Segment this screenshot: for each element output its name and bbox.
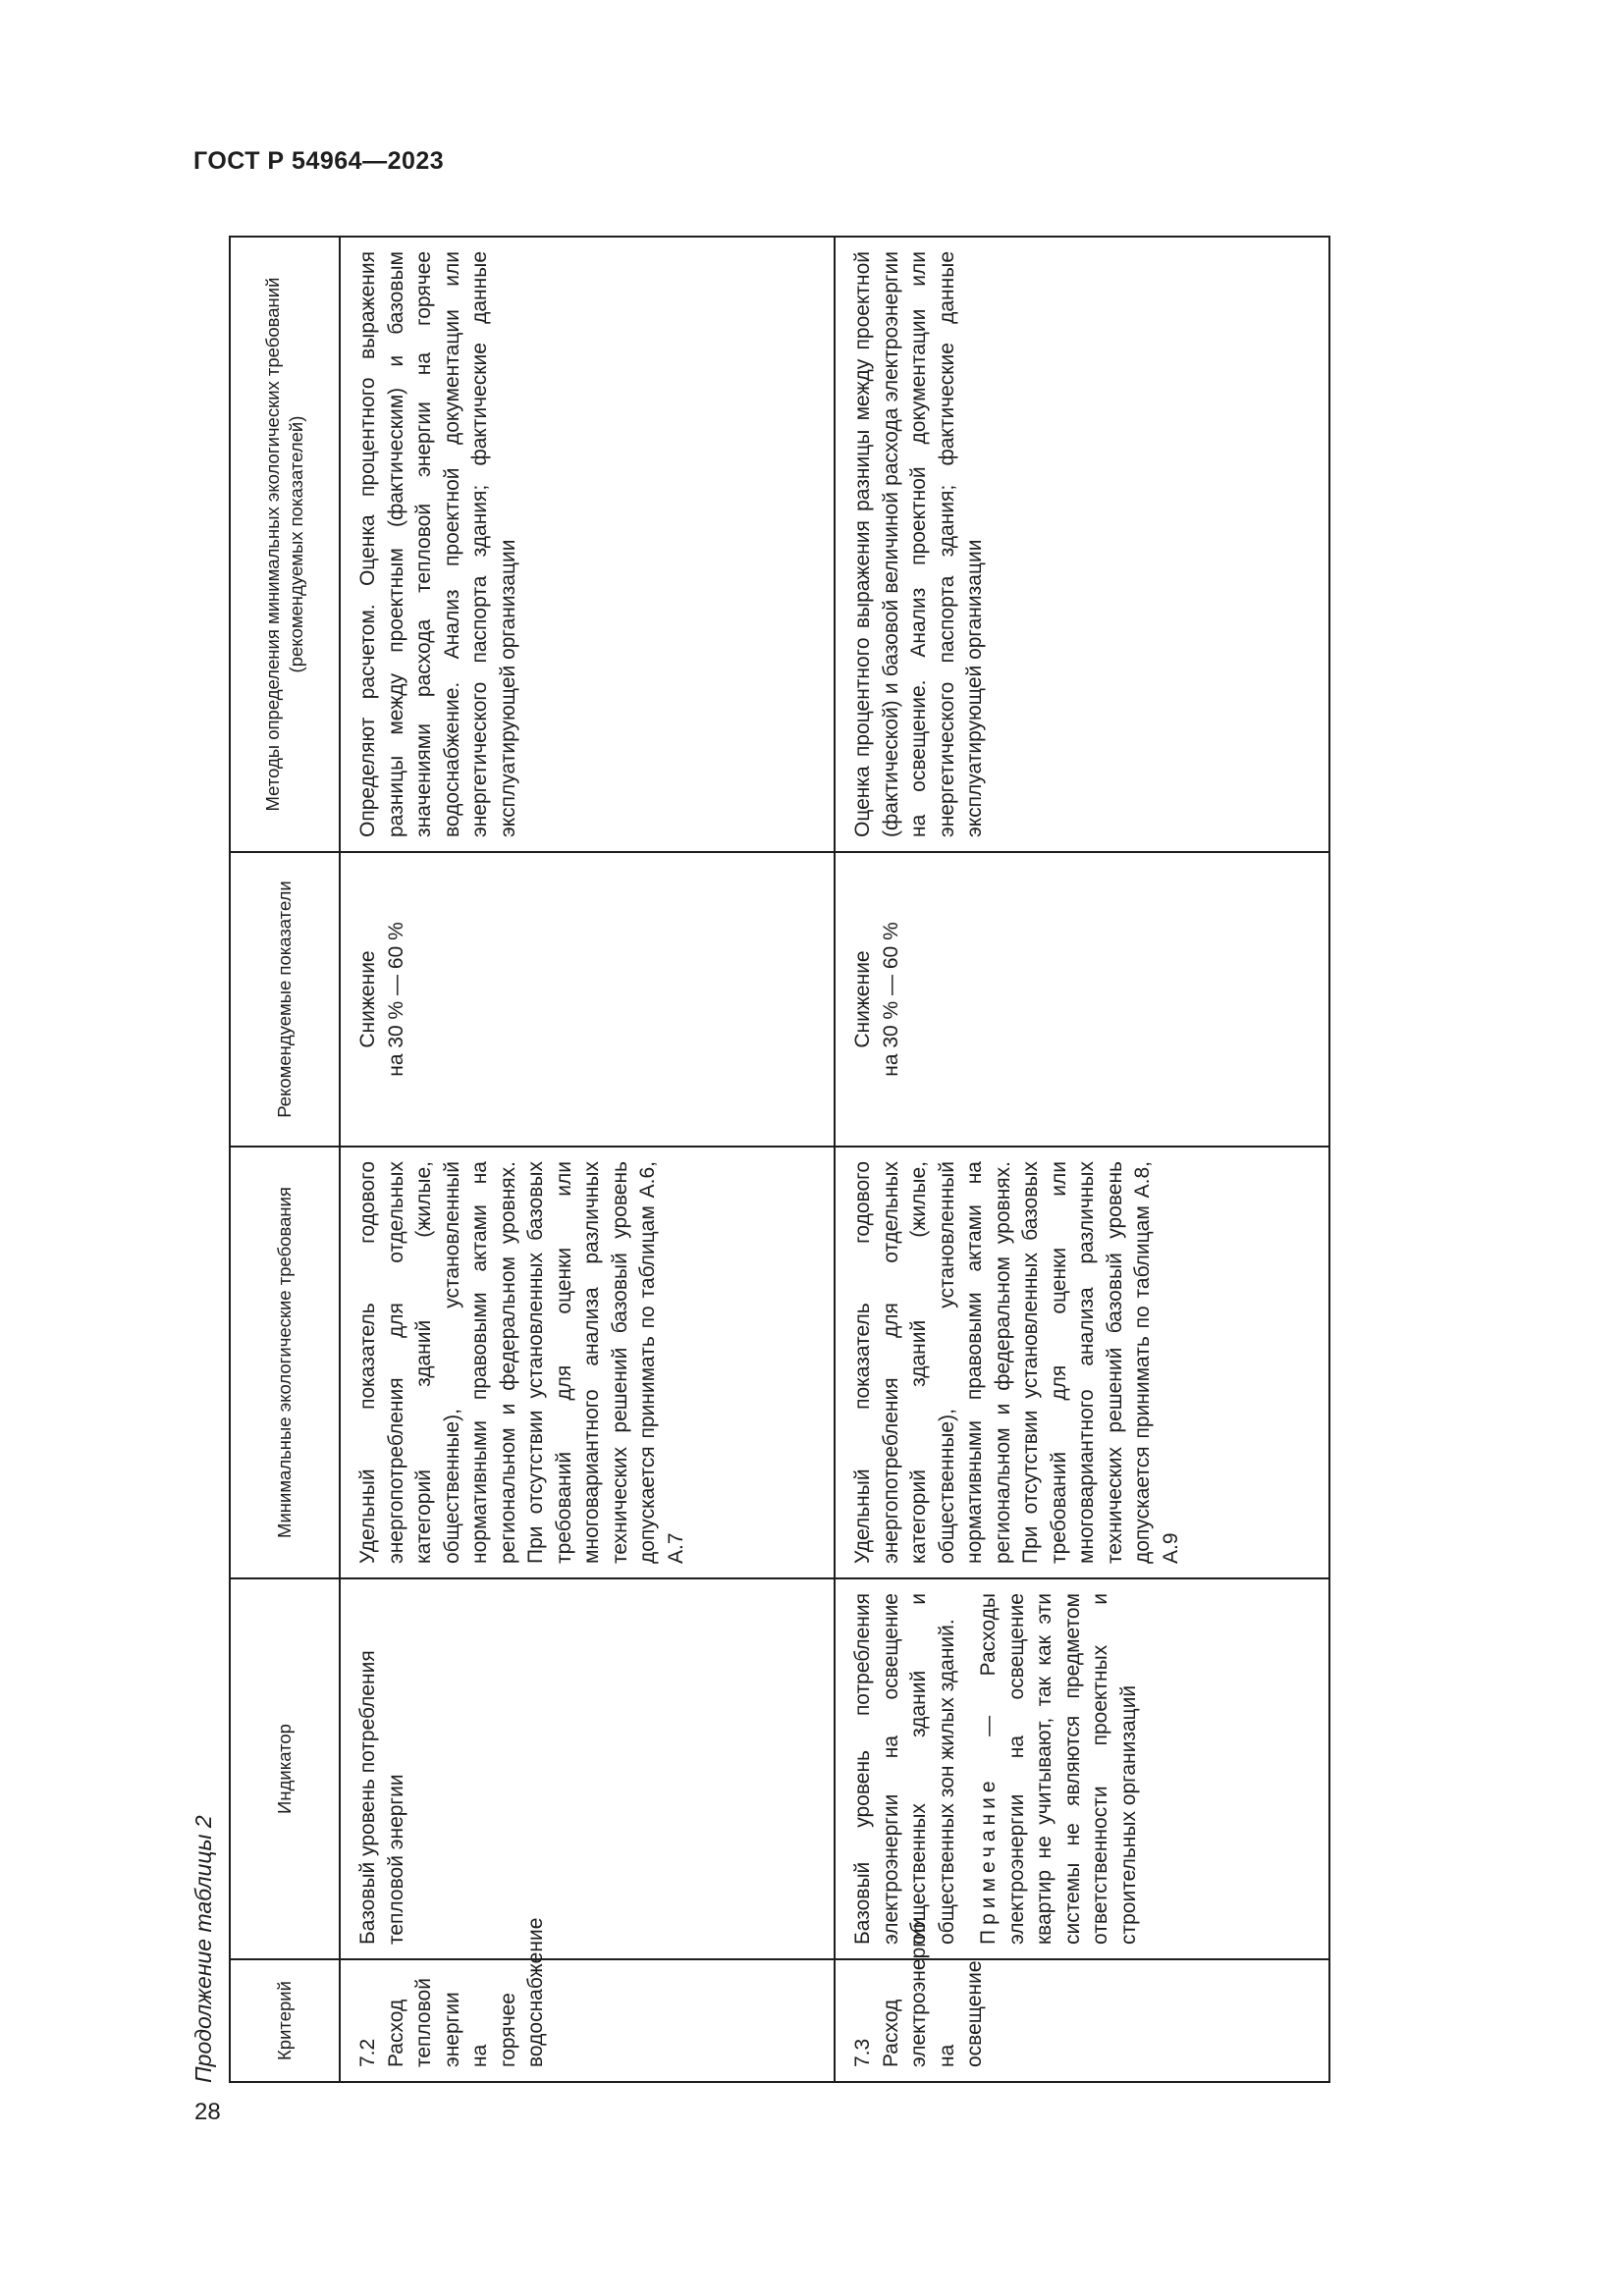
- criterion-cell: 7.2 Расход тепловой энергии на горячее водоснабжение: [340, 1959, 835, 2082]
- recommended-line-1: Снижение: [356, 950, 379, 1048]
- requirements-cell: Удельный показатель годового энергопотребления для отдельных категорий зданий (жилые, общественные), установленный нормативными правовыми актами на региональном и федеральном уровнях. При отсутствии установленных базовых требований для оценки или многовариантного анализа различных технических решений базовый уровень допускается принимать по таблицам А.6, А.7: [340, 1147, 835, 1578]
- page-number: 28: [194, 2099, 221, 2125]
- table-header-row: [230, 237, 340, 2082]
- note-label: Примечание: [977, 1776, 1001, 1945]
- column-header-criterion: Критерий: [230, 1959, 340, 2082]
- methods-cell: Определяют расчетом. Оценка процентного выражения разницы между проектным (фактическим) и базовым значениями расхода тепловой энергии на горячее водоснабжение. Анализ проектной документации или энергетического паспорта здания; фактические данные эксплуатирующей организации: [340, 237, 835, 852]
- recommended-line-2: на 30 % — 60 %: [384, 922, 407, 1077]
- table-row: [340, 237, 835, 2082]
- document-code: ГОСТ Р 54964—2023: [193, 147, 445, 175]
- indicator-cell: Базовый уровень потребления тепловой энергии: [340, 1578, 835, 1959]
- indicator-note: [975, 1593, 1143, 1945]
- column-header-indicator: Индикатор: [230, 1578, 340, 1959]
- recommended-cell: [835, 852, 1329, 1147]
- indicator-cell: [835, 1578, 1329, 1959]
- methods-cell: Оценка процентного выражения разницы между проектной (фактической) и базовой величиной расхода электроэнергии на освещение. Анализ проектной документации или энергетического паспорта здания; фактические данные эксплуатирующей организации: [835, 237, 1329, 852]
- column-header-recommended: Рекомендуемые показатели: [230, 852, 340, 1147]
- criterion-cell: 7.3 Расход электроэнергии на освещение: [835, 1959, 1329, 2082]
- requirements-table: [229, 236, 1330, 2083]
- table-caption: Продолжение таблицы 2: [190, 1815, 216, 2083]
- column-header-methods: Методы определения минимальных экологических требований (рекомендуемых показателей): [230, 237, 340, 852]
- rotated-table-block: [177, 216, 1326, 2110]
- note-text: — Расходы электроэнергии на освещение квартир не учитывают, так как эти системы не являются предметом ответственности проектных и строительных организаций: [977, 1593, 1140, 1945]
- recommended-line-2: на 30 % — 60 %: [879, 922, 902, 1077]
- recommended-line-1: Снижение: [851, 950, 874, 1048]
- indicator-text: Базовый уровень потребления электроэнергии на освещение общественных зданий и общественных зон жилых зданий.: [851, 1593, 958, 1945]
- recommended-cell: [340, 852, 835, 1147]
- requirements-cell: Удельный показатель годового энергопотребления для отдельных категорий зданий (жилые, общественные), установленный нормативными правовыми актами на региональном и федеральном уровнях. При отсутствии установленных базовых требований для оценки или многовариантного анализа различных технических решений базовый уровень допускается принимать по таблицам А.8, А.9: [835, 1147, 1329, 1578]
- table-row: [835, 237, 1329, 2082]
- column-header-requirements: Минимальные экологические требования: [230, 1147, 340, 1578]
